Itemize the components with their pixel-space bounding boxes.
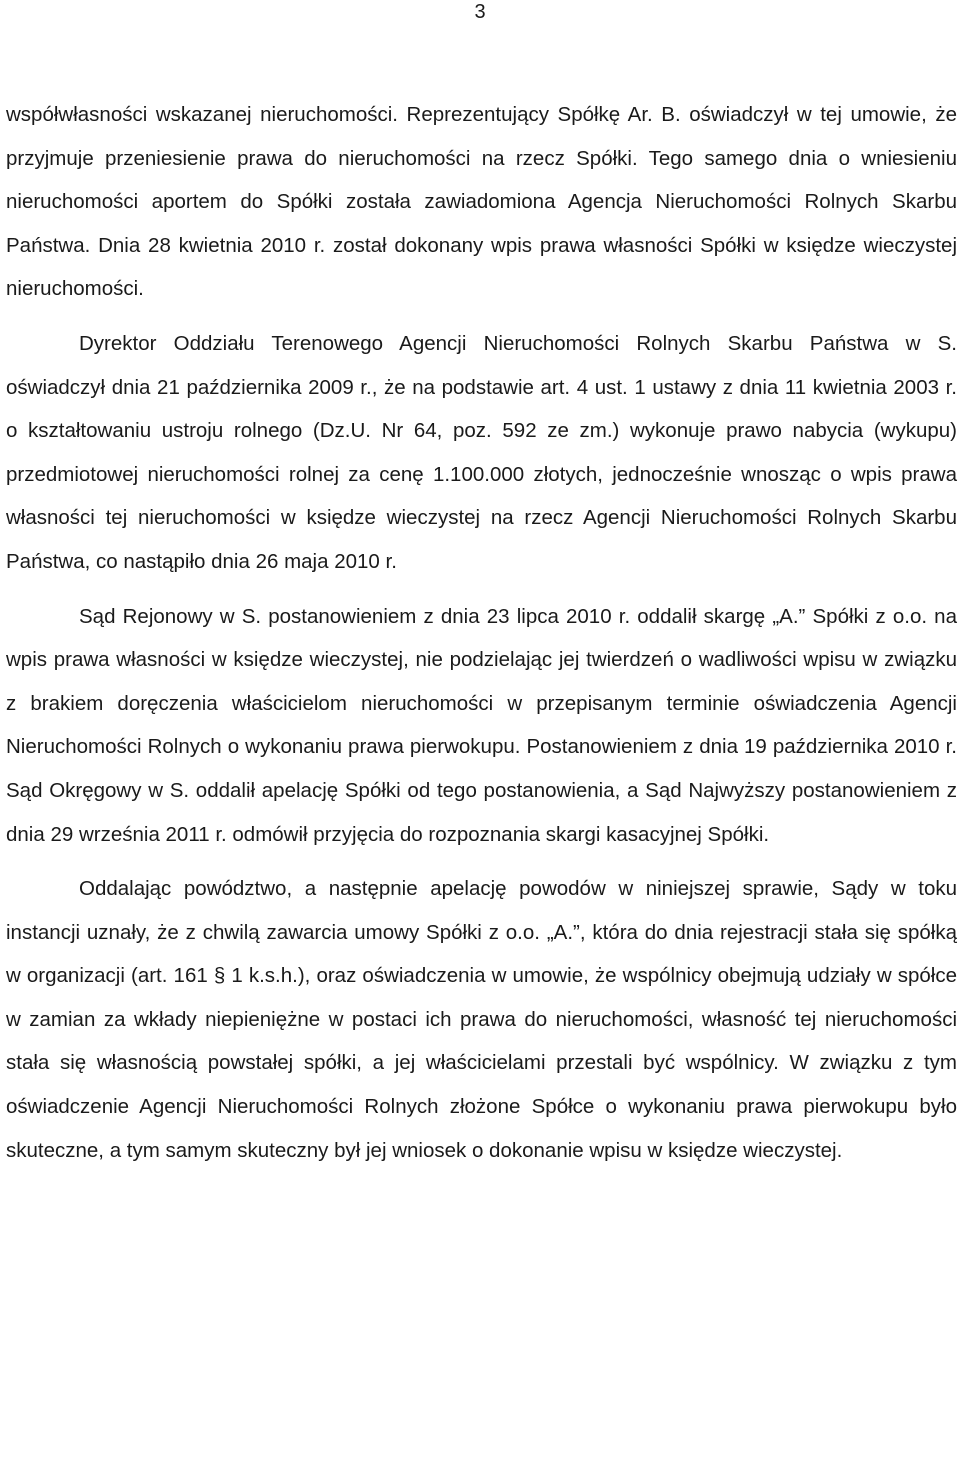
page-number: 3 [474,1,486,23]
document-body [6,93,957,1172]
paragraph-3: Sąd Rejonowy w S. postanowieniem z dnia 23 lipca 2010 r. oddalił skargę „A.” Spółki z o.o. na wpis prawa własności w księdze wieczystej, nie podzielając jej twierdzeń o wadliwości wpisu w związku z brakiem doręczenia właścicielom nieruchomości w przepisanym terminie oświadczenia Agencji Nieruchomości Rolnych o wykonaniu prawa pierwokupu. Postanowieniem z dnia 19 października 2010 r. Sąd Okręgowy w S. oddalił apelację Spółki od tego postanowienia, a Sąd Najwyższy postanowieniem z dnia 29 września 2011 r. odmówił przyjęcia do rozpoznania skargi kasacyjnej Spółki. [6,604,957,846]
paragraph-2: Dyrektor Oddziału Terenowego Agencji Nieruchomości Rolnych Skarbu Państwa w S. oświadczył dnia 21 października 2009 r., że na podstawie art. 4 ust. 1 ustawy z dnia 11 kwietnia 2003 r. o kształtowaniu ustroju rolnego (Dz.U. Nr 64, poz. 592 ze zm.) wykonuje prawo nabycia (wykupu) przedmiotowej nieruchomości rolnej za cenę 1.100.000 złotych, jednocześnie wnosząc o wpis prawa własności tej nieruchomości w księdze wieczystej na rzecz Agencji Nieruchomości Rolnych Skarbu Państwa, co nastąpiło dnia 26 maja 2010 r. [6,331,957,573]
paragraph-1: współwłasności wskazanej nieruchomości. Reprezentujący Spółkę Ar. B. oświadczył w tej umowie, że przyjmuje przeniesienie prawa do nieruchomości na rzecz Spółki. Tego samego dnia o wniesieniu nieruchomości aportem do Spółki została zawiadomiona Agencja Nieruchomości Rolnych Skarbu Państwa. Dnia 28 kwietnia 2010 r. został dokonany wpis prawa własności Spółki w księdze wieczystej nieruchomości. [6,103,957,301]
paragraph-4: Oddalając powództwo, a następnie apelację powodów w niniejszej sprawie, Sądy w toku instancji uznały, że z chwilą zawarcia umowy Spółki z o.o. „A.”, która do dnia rejestracji stała się spółką w organizacji (art. 161 § 1 k.s.h.), oraz oświadczenia w umowie, że wspólnicy obejmują udziały w spółce w zamian za wkłady niepieniężne w postaci ich prawa do nieruchomości, własność tej nieruchomości stała się własnością powstałej spółki, a jej właścicielami przestali być wspólnicy. W związku z tym oświadczenie Agencji Nieruchomości Rolnych złożone Spółce o wykonaniu prawa pierwokupu było skuteczne, a tym samym skuteczny był jej wniosek o dokonanie wpisu w księdze wieczystej. [6,877,957,1162]
